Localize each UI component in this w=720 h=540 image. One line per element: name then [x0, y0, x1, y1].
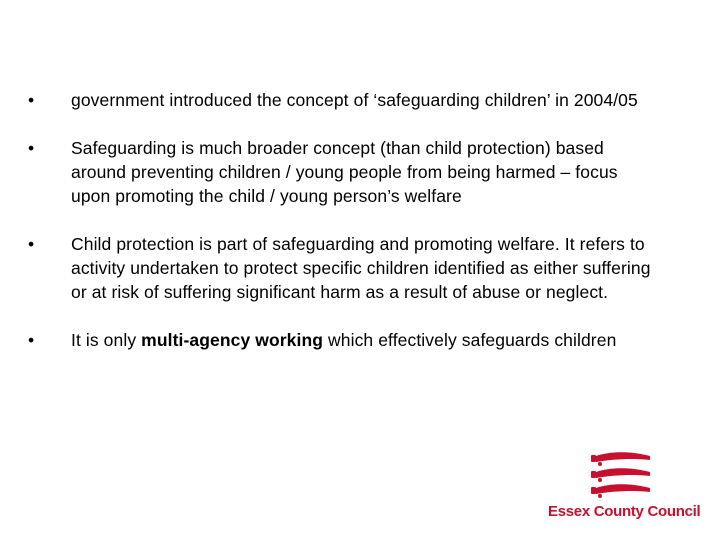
- bullet-text-3: Child protection is part of safeguarding and promoting welfare. It refers to activity undertaken to protect specific children identified as either suffering or at risk of suffering significant harm as a result of abuse or neglect.: [71, 234, 651, 302]
- bullet-item-3: [28, 232, 658, 304]
- three-seaxes-emblem-icon: [590, 450, 654, 502]
- bullet-text-4-before: It is only: [71, 330, 142, 350]
- bullet-item-1: [28, 88, 658, 112]
- bullet-text-1: government introduced the concept of ‘safeguarding children’ in 2004/05: [71, 90, 638, 110]
- bullet-list: [28, 88, 658, 376]
- bullet-dot: •: [28, 138, 35, 158]
- bullet-dot: •: [28, 90, 35, 110]
- bullet-text-4-bold: multi-agency working: [141, 330, 324, 350]
- essex-county-council-logo: [548, 450, 701, 522]
- bullet-dot: •: [28, 234, 35, 254]
- bullet-item-2: [28, 136, 658, 208]
- bullet-text-2: Safeguarding is much broader concept (than child protection) based around preventing children / young people from being harmed – focus upon promoting the child / young person’s welfare: [71, 138, 618, 206]
- logo-text: Essex County Council: [548, 503, 701, 520]
- bullet-text-4-after: which effectively safeguards children: [323, 330, 617, 350]
- bullet-item-4: [28, 328, 658, 352]
- bullet-dot: •: [28, 330, 35, 350]
